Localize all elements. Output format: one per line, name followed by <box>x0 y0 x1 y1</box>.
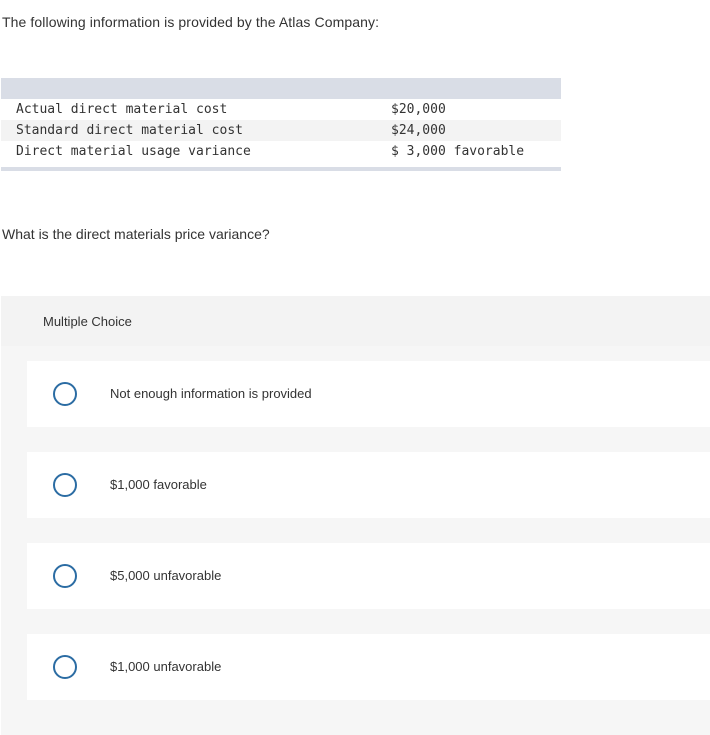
radio-button[interactable] <box>53 655 77 679</box>
info-table <box>1 78 561 171</box>
table-row <box>1 99 561 120</box>
table-row <box>1 120 561 141</box>
table-row-value: $ 3,000 favorable <box>391 144 525 159</box>
choice-option-label: Not enough information is provided <box>110 386 312 401</box>
radio-button[interactable] <box>53 382 77 406</box>
choice-option-label: $1,000 unfavorable <box>110 659 222 674</box>
table-header-bar <box>1 78 561 99</box>
choice-option-1000-favorable[interactable] <box>27 452 710 518</box>
choice-option-label: $5,000 unfavorable <box>110 568 222 583</box>
choice-option-not-enough-info[interactable] <box>27 361 710 427</box>
multiple-choice-panel <box>1 296 710 735</box>
radio-button[interactable] <box>53 564 77 588</box>
intro-text: The following information is provided by the Atlas Company: <box>2 14 380 30</box>
table-row-value: $20,000 <box>391 102 446 117</box>
choice-option-label: $1,000 favorable <box>110 477 207 492</box>
table-row <box>1 141 561 162</box>
table-row-label: Direct material usage variance <box>16 144 251 159</box>
multiple-choice-options <box>1 346 710 735</box>
multiple-choice-title: Multiple Choice <box>43 314 132 329</box>
choice-option-1000-unfavorable[interactable] <box>27 634 710 700</box>
choice-option-5000-unfavorable[interactable] <box>27 543 710 609</box>
question-text: What is the direct materials price variance? <box>2 226 270 242</box>
table-row-label: Actual direct material cost <box>16 102 228 117</box>
table-row-value: $24,000 <box>391 123 446 138</box>
radio-button[interactable] <box>53 473 77 497</box>
table-footer-bar <box>1 167 561 171</box>
table-row-label: Standard direct material cost <box>16 123 243 138</box>
